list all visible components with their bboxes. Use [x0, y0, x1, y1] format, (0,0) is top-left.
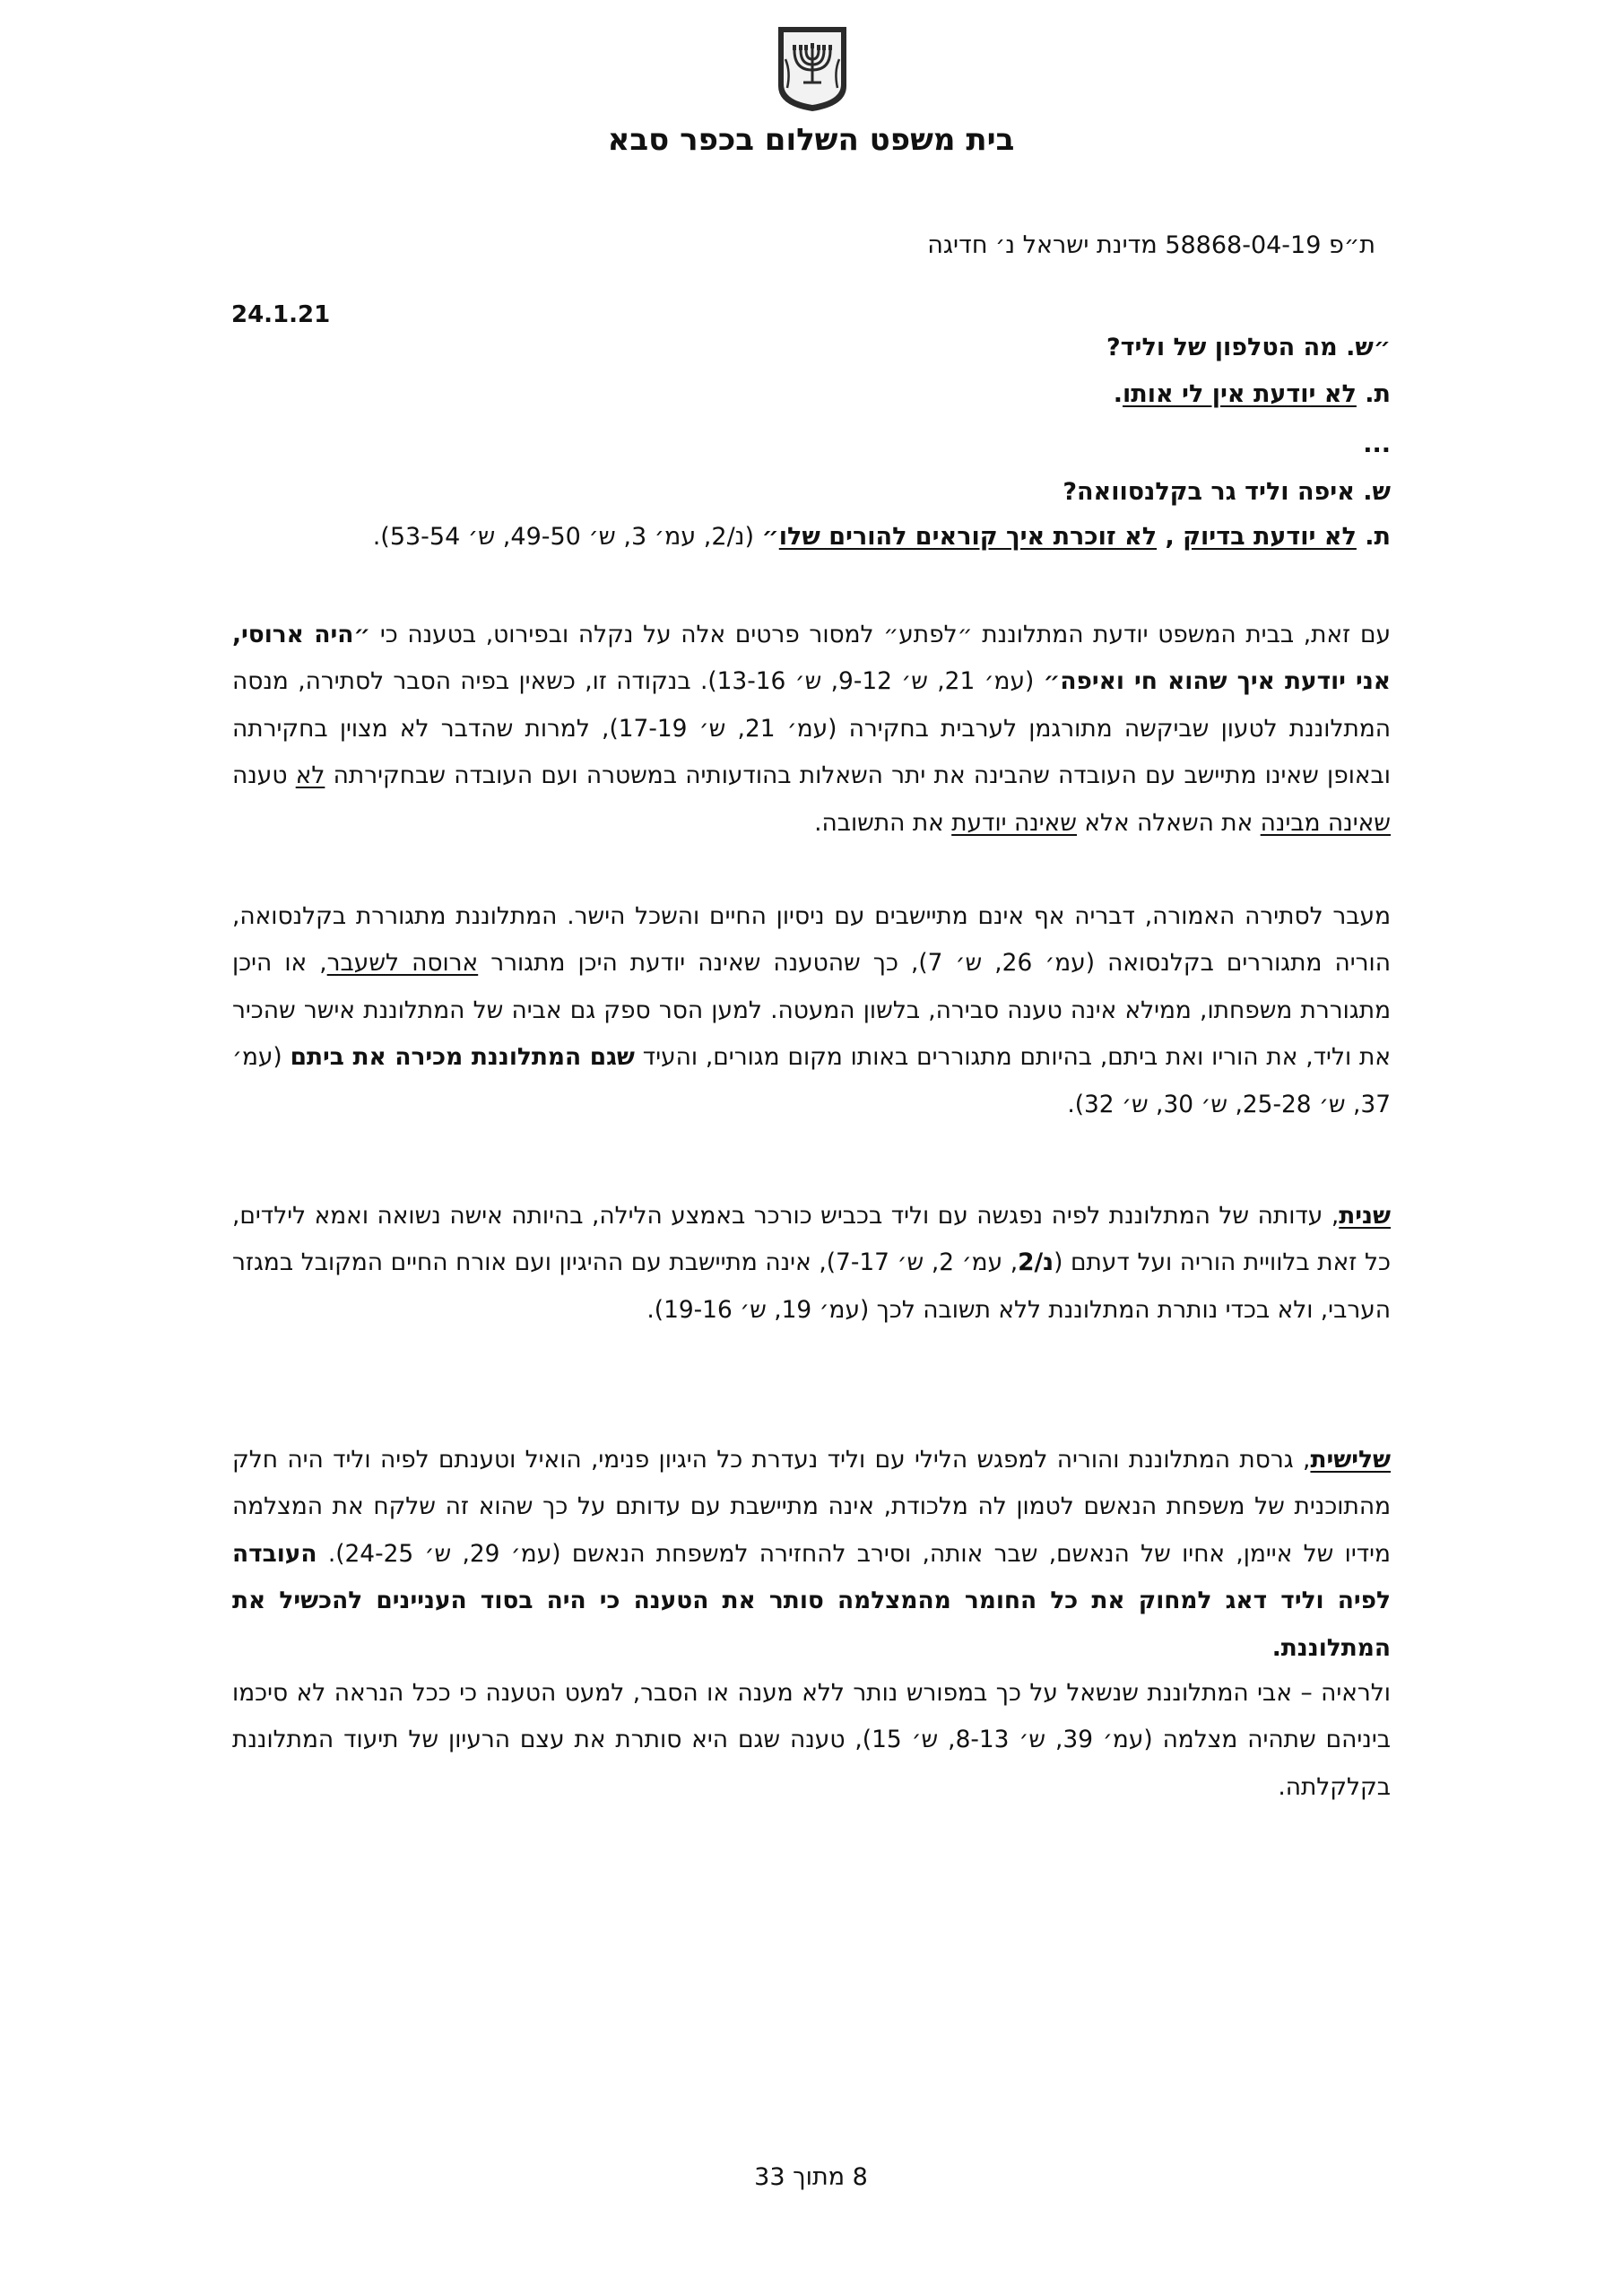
- paragraph-label: שנית: [1339, 1202, 1391, 1230]
- paragraph-4: [232, 1437, 1391, 1672]
- state-emblem-menorah-icon: [773, 23, 852, 113]
- answer-prefix: ת.: [1356, 523, 1391, 551]
- bold-text: שגם המתלוננת מכירה את ביתם: [290, 1043, 635, 1072]
- paragraph-text: , או היכן מתגוררת משפחתו, ממילא אינה טענה סבירה, בלשון המעטה. למען הסר ספק גם אביה של המתלוננת אישר שהכיר את וליד, את הוריו ואת ביתם, בהיותם מתגוררים באותו מקום מגורים, והעיד: [232, 949, 1391, 1072]
- answer-text: לא יודעת אין לי אותו: [1122, 380, 1357, 408]
- quoted-testimony: ״היה ארוסי, אני יודעת איך שהוא חי ואיפה״: [232, 621, 1391, 696]
- paragraph-text: , גרסת המתלוננת והוריה למפגש הלילי עם וליד נעדרת כל היגיון פנימי, הואיל וטענתם לפיה וליד היה חלק מהתוכנית של משפחת הנאשם לטמון לה מלכודת, אינה מתיישבת עם עדותם על כך שהוא זה שלקח את המצלמה מידיו של איימן, אחיו של הנאשם, שבר אותה, וסירב להחזירה למשפחת הנאשם (עמ׳ 29, ש׳ 24-25).: [232, 1446, 1391, 1568]
- paragraph-text: מעבר לסתירה האמורה, דבריה אף אינם מתיישבים עם ניסיון החיים והשכל הישר. המתלוננת מתגוררת בקלנסואה, הוריה מתגוררים בקלנסואה (עמ׳ 26, ש׳ 7), כך שהטענה שאינה יודעת היכן מתגורר: [232, 902, 1391, 978]
- bold-text: נ/2: [1018, 1248, 1054, 1277]
- case-title: ת״פ 58868-04-19 מדינת ישראל נ׳ חדיגה: [927, 231, 1375, 259]
- transcript-question-1: ״ש. מה הטלפון של וליד?: [1106, 334, 1391, 361]
- paragraph-text: את השאלה אלא: [1077, 808, 1261, 837]
- underlined-text: שאינה יודעת: [951, 808, 1077, 837]
- hearing-date: 24.1.21: [231, 301, 331, 328]
- paragraph-text: , עמ׳ 2, ש׳ 7-17), אינה מתיישבת עם ההיגיון ועם אורח החיים המקובל במגזר הערבי, ולא בכדי נותרת המתלוננת ללא תשובה לכך (עמ׳ 19, ש׳ 19-16).: [232, 1248, 1391, 1324]
- bold-text: העובדה לפיה וליד דאג למחוק את כל החומר מהמצלמה סותר את הטענה כי היה בסוד העניינים להכשיל את המתלוננת.: [232, 1539, 1391, 1662]
- answer-prefix: ת.: [1356, 380, 1391, 408]
- answer-text-part-2: לא זוכרת איך קוראים להורים שלו: [778, 523, 1158, 551]
- underlined-text: שאינה מבינה: [1260, 808, 1391, 837]
- paragraph-text: את התשובה.: [814, 808, 952, 837]
- paragraph-text: עם זאת, בבית המשפט יודעת המתלוננת ״לפתע״ למסור פרטים אלה על נקלה ובפירוט, בטענה כי: [370, 621, 1391, 648]
- paragraph-5: [232, 1670, 1391, 1811]
- paragraph-3: [232, 1193, 1391, 1334]
- answer-quote-close: ״: [761, 523, 779, 551]
- paragraph-label: שלישית: [1310, 1446, 1391, 1474]
- paragraph-1: [232, 612, 1391, 847]
- answer-separator: ,: [1157, 523, 1184, 551]
- paragraph-text: ולראיה – אבי המתלוננת שנשאל על כך במפורש נותר ללא מענה או הסבר, למעט הטענה כי ככל הנראה לא סיכמו ביניהם שתהיה מצלמה (עמ׳ 39, ש׳ 8-13, ש׳ 15), טענה שגם היא סותרת את עצם הרעיון של תיעוד המתלוננת בקלקלתה.: [232, 1679, 1391, 1801]
- underlined-text: ארוסה לשעבר: [326, 949, 479, 978]
- answer-text-part-1: לא יודעת בדיוק: [1183, 523, 1357, 551]
- page-number: 8 מתוך 33: [754, 2163, 868, 2191]
- paragraph-text: (עמ׳ 37, ש׳ 25-28, ש׳ 30, ש׳ 32).: [232, 1043, 1391, 1118]
- transcript-ellipsis: ...: [1363, 430, 1391, 458]
- transcript-question-2: ש. איפה וליד גר בקלנסוואה?: [1063, 478, 1391, 506]
- transcript-answer-1: [1114, 380, 1391, 408]
- answer-suffix: .: [1113, 380, 1123, 408]
- transcript-answer-2: [373, 523, 1391, 551]
- paragraph-text: , עדותה של המתלוננת לפיה נפגשה עם וליד בכביש כורכר באמצע הלילה, בהיותה אישה נשואה ואמא לילדים, כל זאת בלוויית הוריה ועל דעתם (: [232, 1202, 1391, 1277]
- paragraph-2: [232, 893, 1391, 1128]
- paragraph-text: טענה: [232, 761, 296, 790]
- court-name: בית משפט השלום בכפר סבא: [607, 122, 1015, 158]
- paragraph-text: (עמ׳ 21, ש׳ 9-12, ש׳ 13-16). בנקודה זו, כשאין בפיה הסבר לסתירה, מנסה המתלוננת לטעון שביקשה מתורגמן לערבית בחקירה (עמ׳ 21, ש׳ 17-19), למרות שהדבר לא מצוין בחקירתה ובאופן שאינו מתיישב עם העובדה שהבינה את יתר השאלות בהודעותיה במשטרה ועם העובדה שבחקירתה: [232, 667, 1392, 790]
- underlined-text: לא: [295, 761, 325, 790]
- answer-citation: (נ/2, עמ׳ 3, ש׳ 49-50, ש׳ 53-54).: [372, 523, 762, 551]
